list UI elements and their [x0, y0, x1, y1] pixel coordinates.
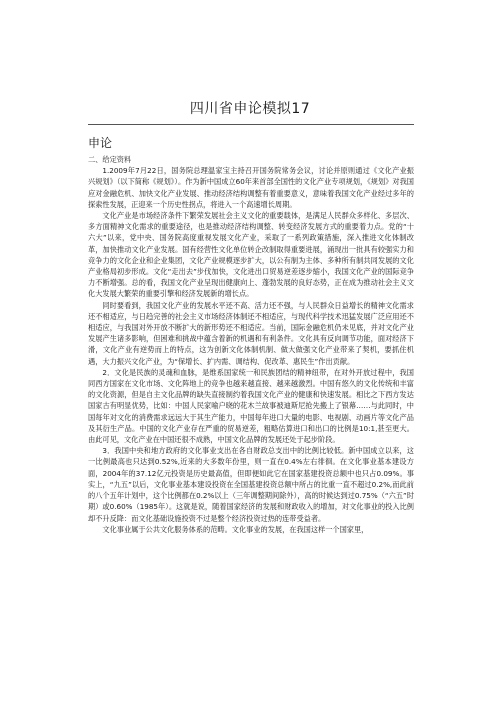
subsection-label: 二、给定资料 — [88, 155, 132, 164]
document-body — [88, 154, 414, 535]
section-heading: 申论 — [88, 136, 113, 150]
paragraph-6: 文化事业属于公共文化服务体系的范畴。文化事业的发展，在我国这样一个国家里， — [102, 524, 369, 534]
paragraph-4: 2．文化是民族的灵魂和血脉，是维系国家统一和民族团结的精神纽带，在对外开放过程中，我国同西方国家在文化市场、文化阵地上的竞争也越来越直接、越来越激烈。中国有悠久的文化传统和丰富的文化资源，但是自主文化品牌的缺失直接制约着我国文化产业的健康和快速发展。相比之下西方发达国家古有明显优势，比如：中国人民家喻户晓的花木兰故事被迪斯尼抢先搬上了银幕……与此同时，中国每年对文化的消费需求远远大于其生产能力，中国每年进口大量的电影、电视剧、动画片等文化产品及其衍生产品。中国的文化产业存在严重的贸易逆差，粗略估算进口和出口的比例是10:1,甚至更大。由此可见，文化产业在中国还很不成熟，中国文化品牌的发展还处于起步阶段。 — [88, 367, 414, 445]
paragraph-2: 文化产业是市场经济条件下繁荣发展社会主义文化的重要载体，是满足人民群众多样化、多层次、多方面精神文化需求的重要途径，也是推动经济结构调整、转变经济发展方式的重要着力点。党的“十六大”以来，党中央、国务院高度重视发展文化产业，采取了一系列政策措施，深入推进文化体制改革，加快推动文化产业发展。国有经营性文化单位转企改制取得重要进展，涌现出一批具有较强实力和竞争力的文化企业和企业集团，文化产业规模逐步扩大，以公有制为主体、多种所有制共同发展的文化产业格局初步形成。文化“走出去”步伐加快，文化进出口贸易逆差逐步缩小，我国文化产业的国际竞争力不断增强。总的看，我国文化产业呈现出健康向上、蓬勃发展的良好态势，正在成为推动社会主义文化大发展大繁荣的重要引擎和经济发展新的增长点。 — [88, 211, 414, 299]
document-title: 四川省申论模拟17 — [189, 101, 311, 117]
paragraph-5: 3．我国中央和地方政府的文化事业支出在各自财政总支出中的比例比较低。新中国成立以来，这一比例最高也只达到0.52%,近来的大多数年份里，则一直在0.4%左右徘徊。在文化事业基本建设方面，2004年的37.12亿元投资是历史最高值，但即便如此它在国家基建投资总额中也只占0.09%。事实上，“九五”以后，文化事业基本建设投资在全国基建投资总额中所占的比重一直不超过0.2%,而此前的八个五年计划中，这个比例都在0.2%以上（三年调整期间除外），高的时候达到过0.75%（“六五”时期）或0.60%（1985年）。这就是说，随着国家经济的发展和财政收入的增加，对文化事业的投入比例却不升反降：而文化基础设施投资不过是整个经济投资过热的连带受益者。 — [88, 446, 414, 523]
paragraph-3: 同时要看到，我国文化产业的发展水平还不高、活力还不强，与人民群众日益增长的精神文化需求还不相适应，与日趋完善的社会主义市场经济体制还不相适应，与现代科学技术迅猛发展广泛应用还不相适应，与我国对外开放不断扩大的新形势还不相适应。当前，国际金融危机仍未见底，并对文化产业发展产生诸多影响，但困难和挑战中蕴含着新的机遇和有利条件。文化具有反向调节功能，面对经济下滑，文化产业有逆势而上的特点，这为创新文化体制机制、做大做强文化产业带来了契机，要抓住机遇，大力振兴文化产业，为“保增长、扩内需、调结构、促改革、惠民生”作出贡献。 — [88, 300, 414, 366]
title-divider — [88, 124, 414, 125]
paragraph-1: 1.2009年7月22日，国务院总理温家宝主持召开国务院常务会议，讨论并原则通过《文化产业振兴规划》（以下简称《规划》）。作为新中国成立60年来首部全国性的文化产业专项规划，《规划》对我国应对金融危机、加快文化产业发展、推动经济结构调整有着重要意义，意味着我国文化产业经过多年的探索性发展，正迎来一个历史性拐点，将进入一个高速增长周期。 — [88, 166, 414, 209]
